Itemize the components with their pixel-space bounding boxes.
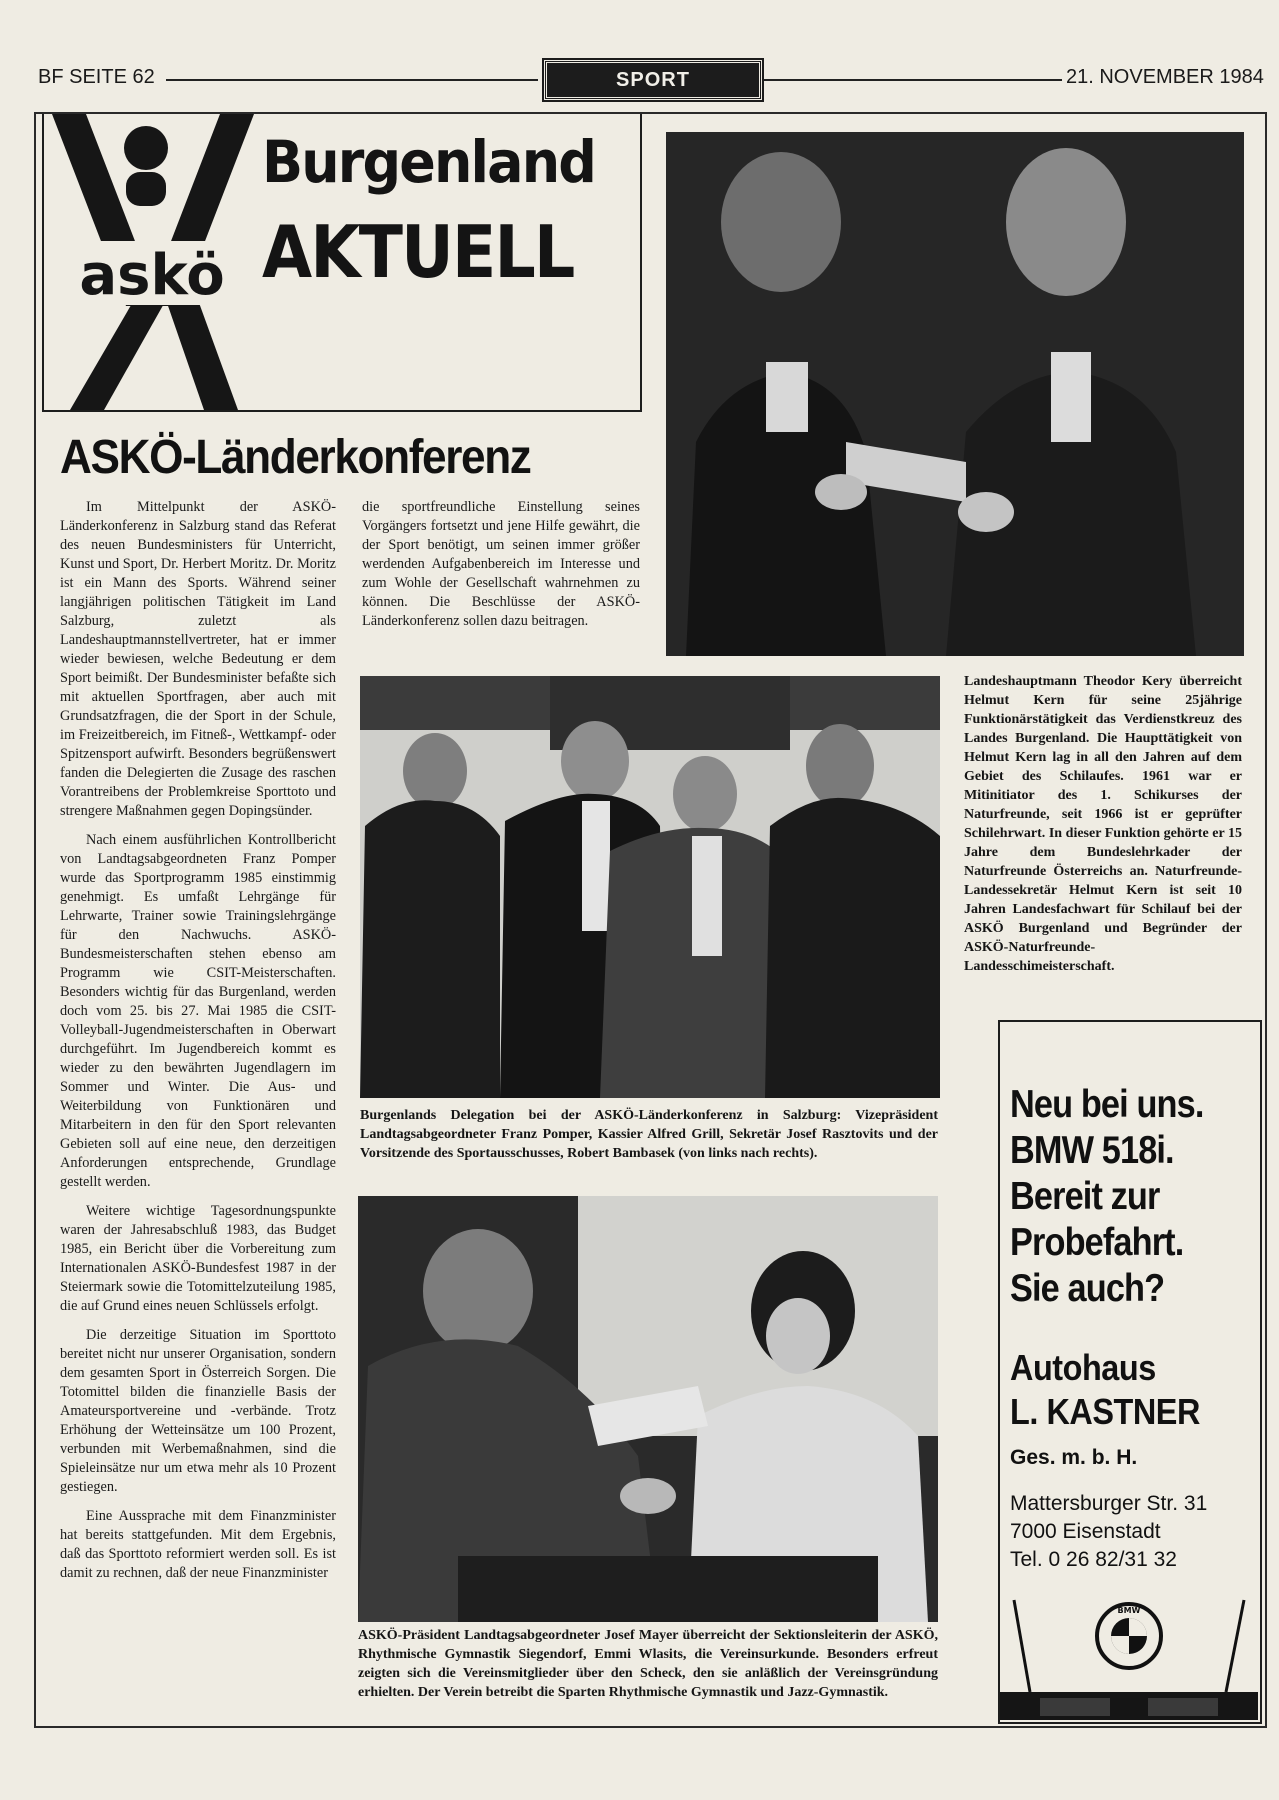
section-label: SPORT — [544, 60, 762, 100]
car-pillar — [1014, 1600, 1030, 1692]
issue-date: 21. NOVEMBER 1984 — [1066, 66, 1264, 88]
photo-kery-kern — [666, 132, 1244, 656]
ad-slogan-line: BMW 518i. — [1010, 1129, 1174, 1172]
caption-delegation: Burgenlands Delegation bei der ASKÖ-Länderkonferenz in Salzburg: Vizepräsident Landtagsabgeordneter Franz Pomper, Kassier Alfred Grill, Sekretär Josef Rasztovits und der Vorsitzende des Sportausschusses, Robert Bambasek (von links nach rechts). — [360, 1108, 938, 1161]
caption-mayer: ASKÖ-Präsident Landtagsabgeordneter Josef Mayer überreicht der Sektionsleiterin der ASKÖ, Rhythmische Gymnastik Siegendorf, Emmi Wlasits, die Vereinsurkunde. Besonders erfreut zeigten sich die Vereinsmitglieder über den Scheck, den sie anläßlich der Vereinsgründung erhielten. Der Verein betreibt die Sparten Rhythmische Gymnastik und Jazz-Gymnastik. — [358, 1628, 938, 1700]
photo-delegation — [360, 676, 940, 1098]
paragraph: Eine Aussprache mit dem Finanzminister hat bereits stattgefunden. Mit dem Ergebnis, daß das Sporttoto reformiert werden soll. Es ist damit zu rechnen, daß der neue Finanzminister — [60, 1508, 336, 1581]
paragraph: Nach einem ausführlichen Kontrollbericht von Landtagsabgeordneten Franz Pomper wurde das Sportprogramm 1985 einstimmig genehmigt. Es umfaßt Lehrgänge für Lehrwarte, Trainer sowie Trainingslehrgänge für den Nachwuchs. ASKÖ-Bundesmeisterschaften stehen ebenso am Programm wie CSIT-Meisterschaften. Besonders wichtig für das Burgenland, werden doch vom 25. bis 27. Mai 1985 die CSIT-Volleyball-Jugendmeisterschaften in Oberwart durchgeführt. Im Jugendbereich kommt es wieder zu den bewährten Jugendlagern im Sommer und Winter. Die Aus- und Weiterbildung von Funktionären und Mitarbeitern in den für den Sport relevanten Gebieten soll auf eine neue, den derzeitigen Anforderungen entsprechende, Grundlage gestellt werden. — [60, 832, 336, 1190]
ad-slogan-line: Probefahrt. — [1010, 1221, 1184, 1264]
car-headlight — [1040, 1698, 1110, 1716]
ad-slogan-line: Neu bei uns. — [1010, 1083, 1204, 1126]
logo-stroke — [70, 300, 166, 410]
page-number: BF SEITE 62 — [38, 66, 155, 88]
logo-brand-text: askö — [79, 243, 225, 308]
paragraph: Die derzeitige Situation im Sporttoto bereitet nicht nur unserer Organisation, sondern dem gesamten Sport in Österreich Sorgen. Die Totomittel bilden die finanzielle Basis der Amateursportvereine und -verbände. Trotz Erhöhung der Wetteinsätze um 100 Prozent, verbunden mit Werbemaßnahmen, sind die Spieleinsätze nur um etwa mehr als 10 Prozent gestiegen. — [60, 1327, 336, 1495]
ad-address-line: Tel. 0 26 82/31 32 — [1010, 1548, 1177, 1571]
header-rule-left — [166, 79, 538, 81]
logo-title-region: Burgenland — [262, 128, 596, 196]
ad-address-line: 7000 Eisenstadt — [1010, 1520, 1161, 1543]
logo-stroke — [166, 300, 238, 410]
car-grille — [1000, 1692, 1258, 1720]
logo-head — [124, 126, 168, 170]
ad-address-line: Mattersburger Str. 31 — [1010, 1492, 1208, 1515]
ad-company-line: L. KASTNER — [1010, 1391, 1200, 1432]
ad-company — [1010, 1346, 1221, 1574]
ad-legal-form: Ges. m. b. H. — [1010, 1446, 1138, 1469]
ad-slogan — [1010, 1082, 1230, 1312]
car-headlight — [1148, 1698, 1218, 1716]
paragraph: die sportfreundliche Einstellung seines Vorgängers fortsetzt und jene Hilfe gewährt, die der Sport benötigt, um seinen immer größer werdenden Aufgabenbereich im Interesse und zum Wohle der Gesellschaft wahrnehmen zu können. Die Beschlüsse der ASKÖ-Länderkonferenz sollen dazu beitragen. — [362, 499, 640, 629]
bmw-badge-text: BMW — [1117, 1606, 1141, 1615]
article-column-1 — [60, 498, 336, 1593]
logo-body — [126, 172, 166, 206]
ad-company-line: Autohaus — [1010, 1347, 1156, 1388]
header-rule-right — [764, 79, 1062, 81]
article-column-2 — [362, 498, 640, 641]
paragraph: Im Mittelpunkt der ASKÖ-Länderkonferenz in Salzburg stand das Referat des neuen Bundesministers für Unterricht, Kunst und Sport, Dr. Herbert Moritz. Dr. Moritz ist ein Mann des Sports. Während seiner langjährigen politischen Tätigkeit im Land Salzburg, zuletzt als Landeshauptmannstellvertreter, hat er immer wieder bewiesen, welche Bedeutung er dem Sport beimißt. Der Bundesminister befaßte sich mit aktuellen Sportfragen, aber auch mit Grundsatzfragen, die der Sport in der Schule, im Freizeitbereich, im Fitneß-, Wettkampf- oder Spitzensport aufwirft. Besonders begrüßenswert fanden die Delegierten die Zusage des raschen Vorantreibens der Problemkreise Sporttoto und strengere Maßnahmen gegen Dopingsünder. — [60, 499, 336, 819]
ad-slogan-line: Sie auch? — [1010, 1267, 1165, 1310]
logo-title-aktuell: AKTUELL — [262, 210, 574, 294]
car-pillar — [1226, 1600, 1244, 1692]
bmw-car-illustration — [1000, 1580, 1258, 1720]
ad-slogan-line: Bereit zur — [1010, 1175, 1160, 1218]
asko-logo — [48, 110, 258, 412]
article-headline: ASKÖ-Länderkonferenz — [60, 431, 531, 484]
photo-mayer-wlasits — [358, 1196, 938, 1622]
caption-kery: Landeshauptmann Theodor Kery überreicht Helmut Kern für seine 25jährige Funktionärstätigkeit das Verdienstkreuz des Landes Burgenland. Die Haupttätigkeit von Helmut Kern lag in all den Jahren auf dem Gebiet des Schilaufes. 1961 war er Mitinitiator des 1. Schikurses der Naturfreunde, seit 1966 ist er geprüfter Schilehrwart. In dieser Funktion gehörte er 15 Jahre dem Bundeslehrkader der Naturfreunde Österreichs an. Naturfreunde-Landessekretär Helmut Kern ist seit 10 Jahren Landesfachwart für Schilauf bei der ASKÖ Burgenland und Begründer der ASKÖ-Naturfreunde-Landesschimeisterschaft. — [964, 674, 1242, 974]
paragraph: Weitere wichtige Tagesordnungspunkte waren der Jahresabschluß 1983, das Budget 1985, ein Bericht über die Vorbereitung zum Internationalen ASKÖ-Bundesfest 1987 in der Steiermark sowie die Totomittelzuteilung 1985, die auf Grund eines neuen Schlüssels erfolgt. — [60, 1203, 336, 1314]
